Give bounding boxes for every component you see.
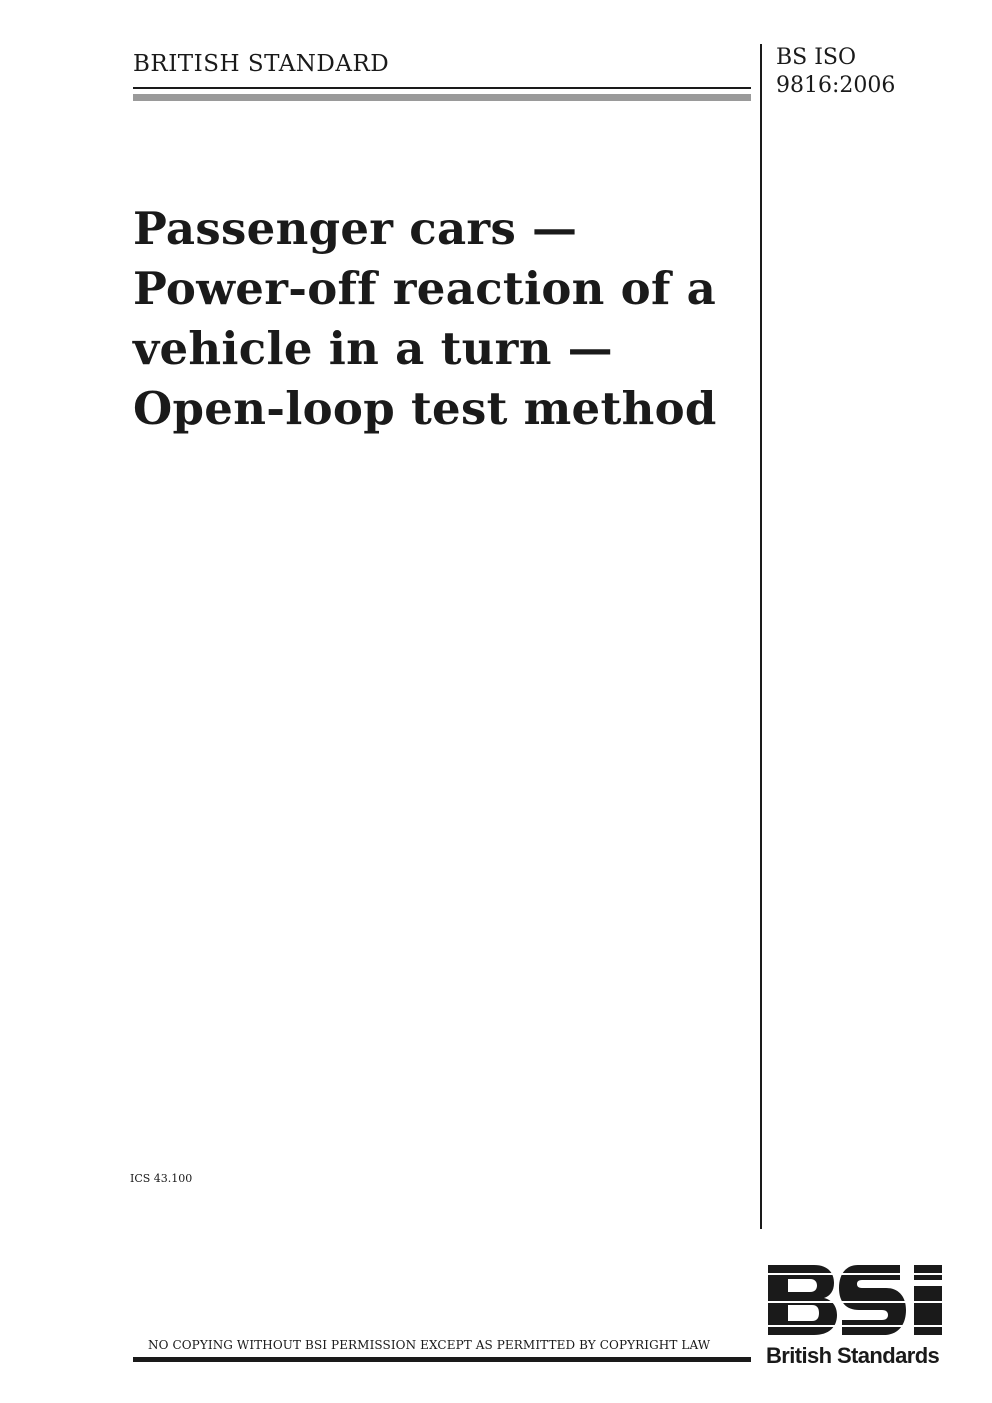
title-line: Passenger cars — [133, 202, 578, 255]
header-rule-thin [133, 87, 751, 89]
footer-rule [133, 1357, 751, 1362]
title-line: vehicle in a turn — [133, 322, 613, 375]
standard-number-line1: BS ISO [776, 45, 857, 70]
header-rule-thick [133, 94, 751, 101]
standard-number-line2: 9816:2006 [776, 73, 896, 98]
document-title [133, 199, 753, 439]
logo-caption: British Standards [766, 1343, 940, 1368]
title-line: Power-off reaction of a [133, 262, 717, 315]
title-line: Open-loop test method [133, 382, 717, 435]
copyright-notice: NO COPYING WITHOUT BSI PERMISSION EXCEPT AS PERMITTED BY COPYRIGHT LAW [148, 1338, 711, 1352]
series-label: BRITISH STANDARD [133, 51, 390, 77]
ics-code: ICS 43.100 [130, 1172, 193, 1185]
standard-number [776, 44, 895, 100]
vertical-divider [760, 44, 762, 1229]
